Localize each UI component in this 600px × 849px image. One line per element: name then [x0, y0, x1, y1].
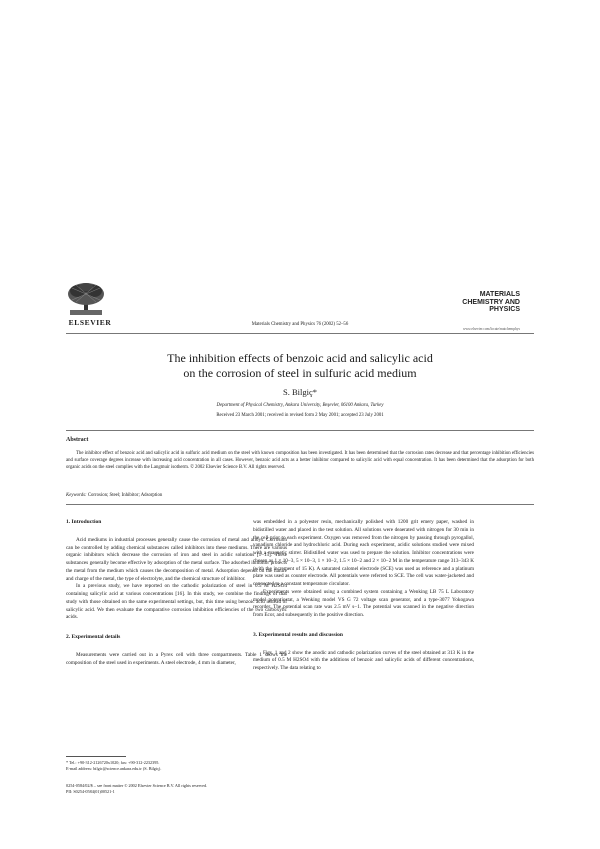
experimental-paragraph-2: was embedded in a polyester resin, mechanically polished with 1200 grit emery paper, washed in bidistilled water and placed in the test solution. All solutions were deaerated with nitrogen for 30 min in the cell prior to each experiment. Oxygen was removed from the nitrogen by passing through pyrogallol, vanadium chloride and hydrochloric acid. During each experiment, acidic solutions studied were mixed with a magnetic stirrer. Bidistilled water was used to prepare the solution. Inhibitor concentrations were chosen as 1 × 10−3, 5 × 10−3, 1 × 10−2, 1.5 × 10−2 and 2 × 10−2 M in the temperature range 313–343 K (with the increment of 15 K). A saturated calomel electrode (SCE) was used as reference and a platinum plate was used as counter electrode. All potentials were referred to SCE. The cell was water-jacketed and connected to a constant temperature circulator. — [253, 519, 474, 587]
abstract-bottom-divider — [66, 504, 534, 505]
header-divider — [66, 333, 534, 334]
journal-name-line-2: CHEMISTRY AND — [462, 298, 520, 306]
section-1-heading: 1. Introduction — [66, 519, 102, 525]
copyright-block — [66, 783, 366, 795]
footnote-email[interactable]: E-mail address: bilgic@science.ankara.edu.tr (S. Bilgiç). — [66, 766, 162, 771]
keywords-list: Corrosion; Steel; Inhibitor; Adsorption — [87, 493, 163, 498]
intro-paragraph-1: Acid mediums in industrial processes generally cause the corrosion of metal and alloys. Corrosion can be controlled by adding chemical substances called inhibitors into these mediums. There are various organic inhibitors which decrease the corrosion of iron and steel in acidic solutions [1–15]. These substances generally become effective by adsorption of the metal surface. The adsorbed inhibitor protects the metal from the medium which causes the decomposition of metal. Adsorption depends on the nature and charge of the metal, the type of electrolyte, and the chemical structure of inhibitor. — [66, 536, 287, 582]
section-2-heading: 2. Experimental details — [66, 634, 121, 640]
journal-citation: Materials Chemistry and Physics 76 (2002) 52–56 — [251, 322, 349, 327]
footnote-divider — [66, 756, 126, 757]
abstract-text: The inhibitor effect of benzoic acid and salicylic acid in sulfuric acid medium on the steel with known composition has been investigated. It has been determined that the corrosion rates decrease and that percentage inhibition efficiencies and surface coverage degrees increase with increasing acid concentration in all cases. However, benzoic acid acts as a better inhibitor compared to salicylic acid with equal concentration. It has been determined that the adsorption for both organic acids on the steel complies with the Langmuir isotherm. © 2002 Elsevier Science B.V. All rights reserved. — [66, 451, 534, 471]
journal-name-line-3: PHYSICS — [489, 306, 520, 313]
journal-name-line-1: MATERIALS — [479, 291, 520, 298]
experimental-paragraph-3: Experiments were obtained using a combined system containing a Wenking LB 75 L Laboratory model potentiostat, a Wenking model VS G 72 voltage scan generator, and a type-3077 Yokogawa recorder. The potential scan rate was 2.5 mV s−1. The potential was scanned in the negative direction from Ecor, and subsequently in the positive direction. — [253, 588, 474, 618]
author-affiliation: Department of Physical Chemistry, Ankara University, Beşevler, 06100 Ankara, Turkey — [216, 403, 384, 408]
right-column — [253, 519, 474, 673]
elsevier-tree-logo — [66, 282, 106, 316]
keywords — [66, 493, 534, 498]
abstract-top-divider — [66, 430, 534, 431]
author-name: S. Bilgiç* — [282, 387, 317, 397]
issn-line: 0254-0584/02/$ – see front matter © 2002 Elsevier Science B.V. All rights reserved. — [66, 783, 208, 788]
journal-logo-text — [440, 291, 520, 314]
abstract-body — [66, 450, 534, 471]
publisher-name: ELSEVIER — [68, 318, 112, 327]
abstract-heading: Abstract — [66, 437, 89, 443]
intro-paragraph-2: In a previous study, we have reported on the cathodic polarization of steel in 0.5 M H2SO4 containing salicylic acid at various concentrations [16]. In this study, we combine the findings of that study with those obtained on the same experimental settings, but, this time using benzoic acid instead of salicylic acid. We then evaluate the comparative corrosion inhibition efficiencies of the two carboxylic acids. — [66, 583, 287, 621]
journal-url[interactable]: www.elsevier.com/locate/matchemphys — [462, 327, 520, 331]
received-dates: Received 23 March 2001; received in revised form 2 May 2001; accepted 23 July 2001 — [216, 413, 384, 418]
results-paragraph-1: Figs. 1 and 2 show the anodic and cathodic polarization curves of the steel obtained at 313 K in the medium of 0.5 M H2SO4 with the additions of benzoic and salicylic acids of different concentrations, respectively. The data relating to — [253, 649, 474, 671]
pii-line: PII: S0254-0584(01)00521-1 — [66, 789, 115, 794]
title-line-2: on the corrosion of steel in sulfuric acid medium — [183, 365, 417, 380]
footnote-contact: * Tel.: +90-312-2126720x1020; fax: +90-312-2232395. — [66, 760, 160, 765]
title-line-1: The inhibition effects of benzoic acid and salicylic acid — [167, 351, 433, 365]
experimental-paragraph-1: Measurements were carried out in a Pyrex cell with three compartments. Table 1 shows the composition of the steel used in experiments. A steel electrode, 4 mm in diameter, — [66, 651, 287, 666]
section-3-heading: 3. Experimental results and discussion — [253, 631, 343, 638]
keywords-label: Keywords: — [66, 493, 87, 498]
article-title — [0, 351, 600, 380]
footnote — [66, 760, 287, 772]
